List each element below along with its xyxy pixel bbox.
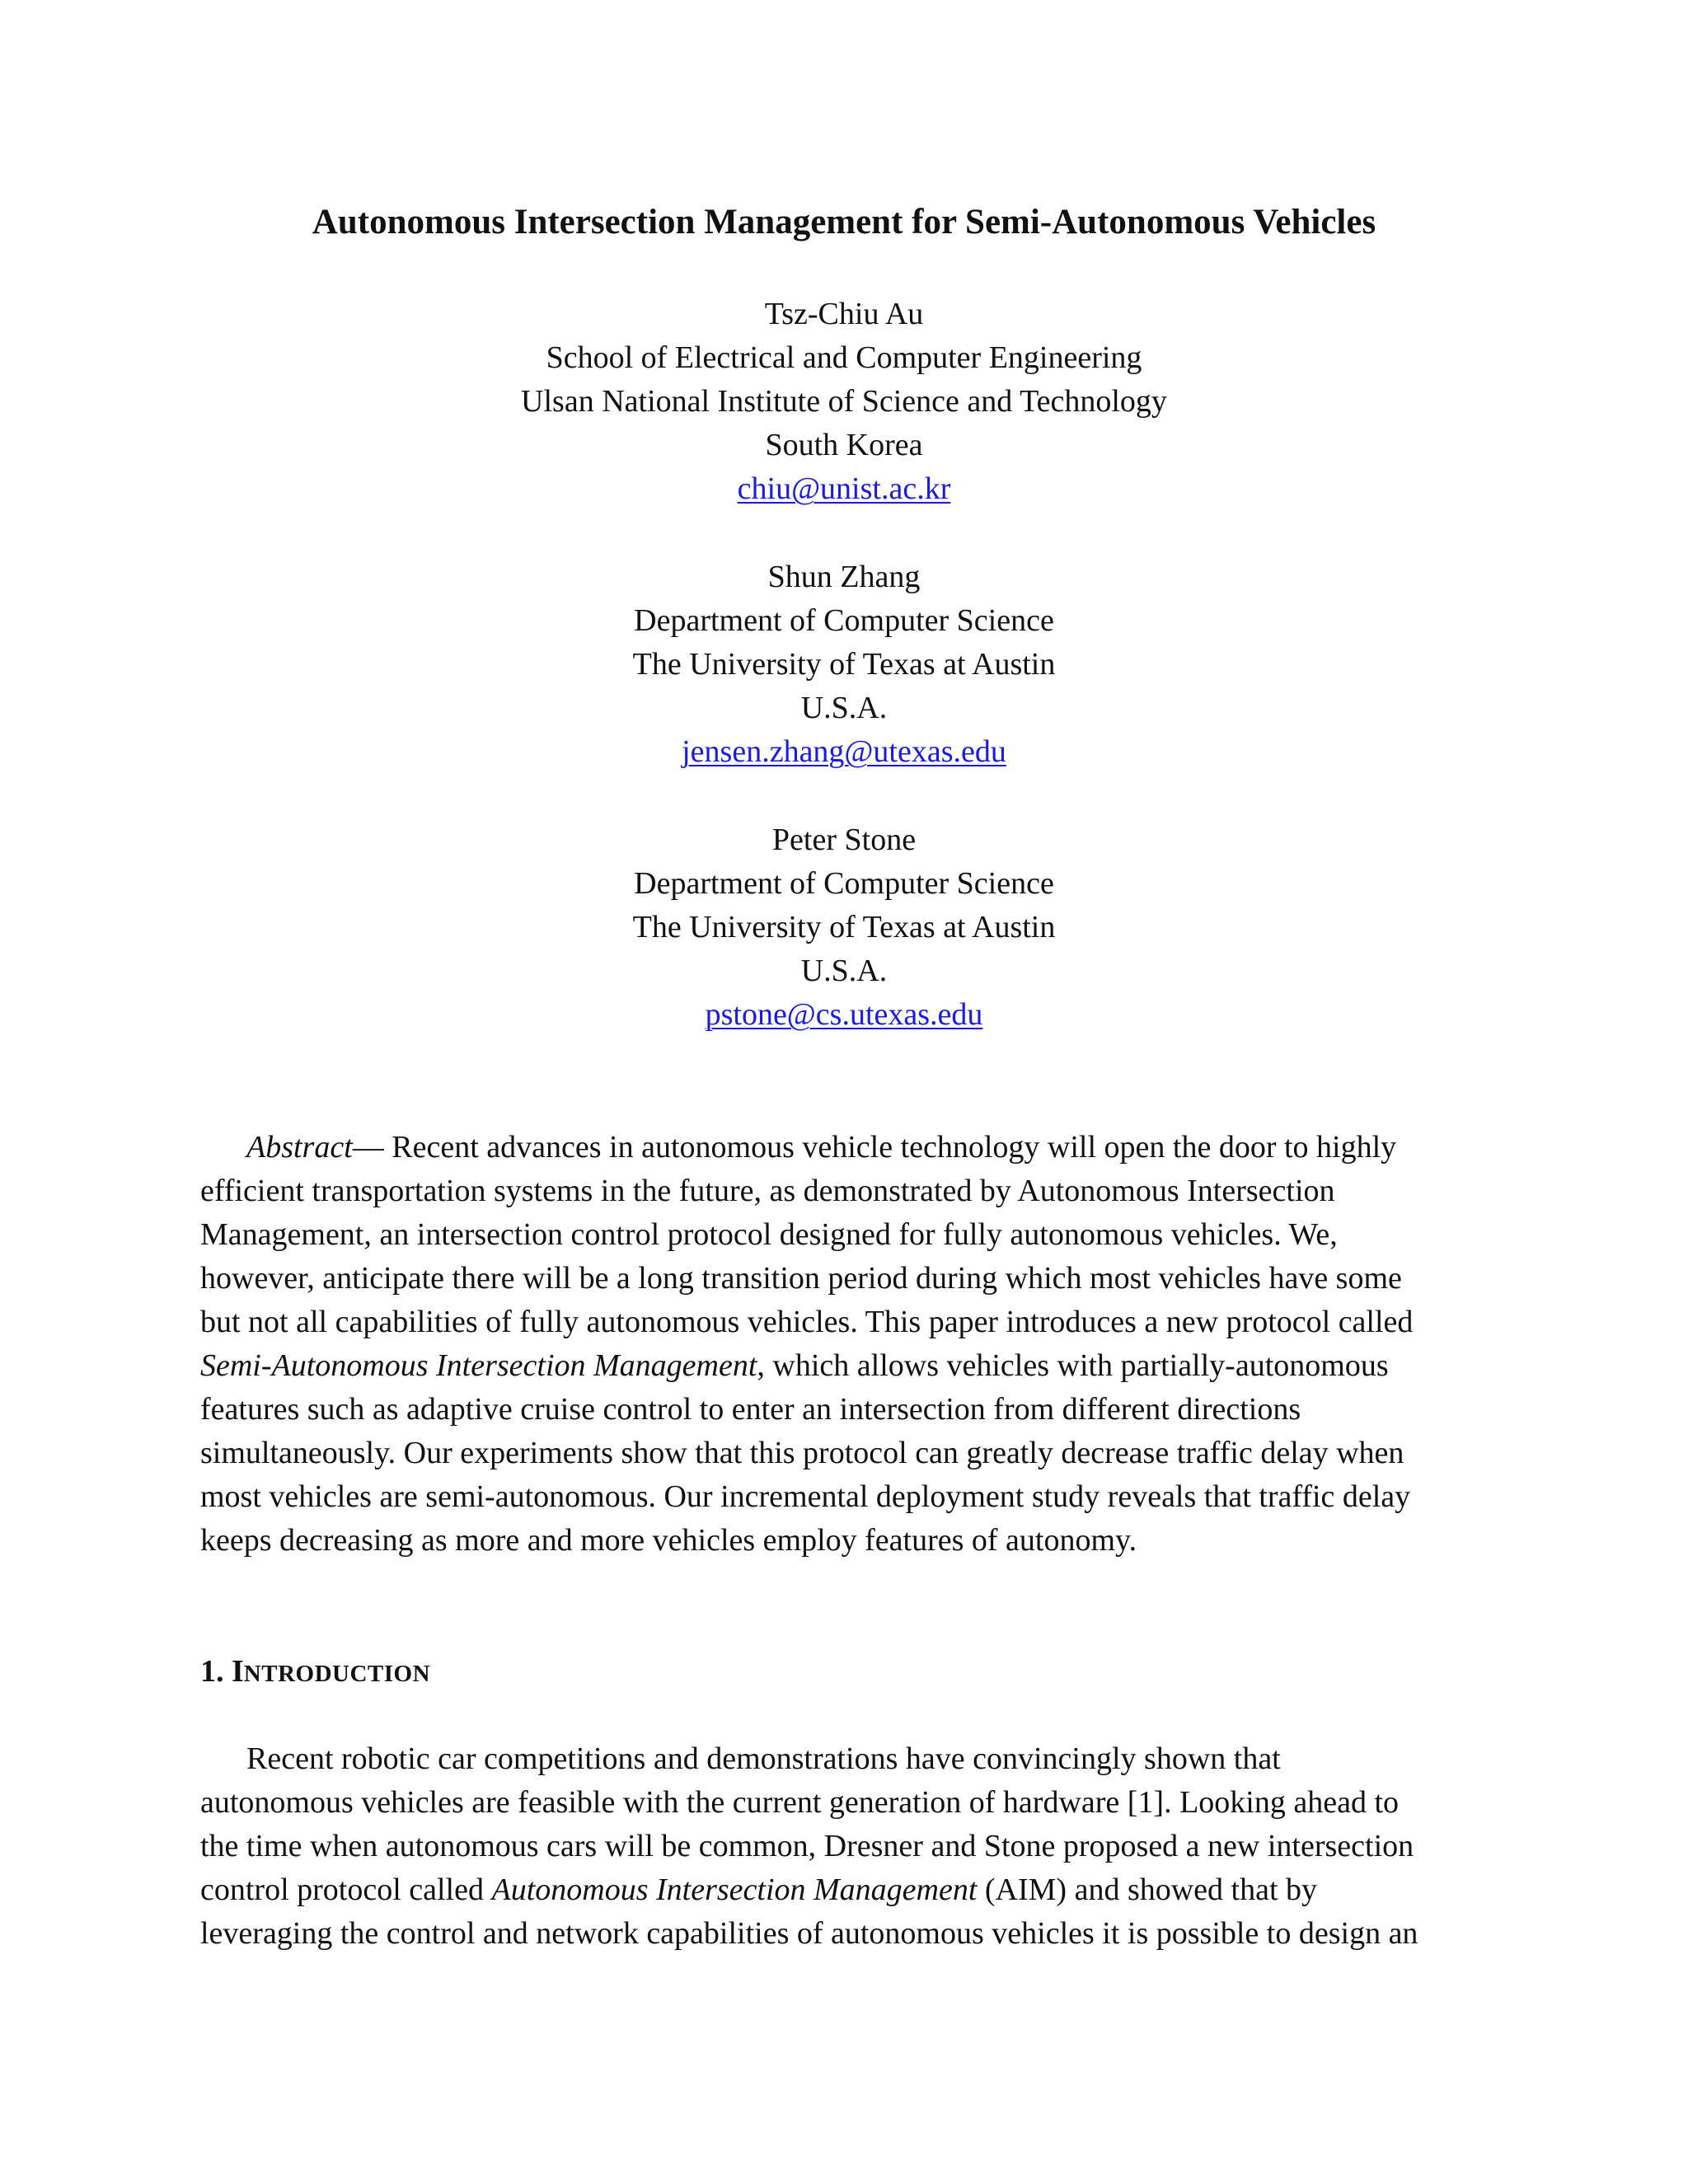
author-institution: The University of Texas at Austin [632,647,1056,682]
author-name: Peter Stone [771,823,917,857]
abstract-line: features such as adaptive cruise control to enter an intersection from different directions [200,1392,1301,1427]
author-name: Shun Zhang [767,560,921,594]
abstract-line [200,1344,1494,1388]
author-department: Department of Computer Science [634,866,1054,901]
body-line: leveraging the control and network capabilities of autonomous vehicles it is possible to design an [200,1916,1418,1951]
author-email-link[interactable]: chiu@unist.ac.kr [737,471,951,506]
body-emphasis: Autonomous Intersection Management [491,1872,978,1907]
body-line: Recent robotic car competitions and demonstrations have convincingly shown that [246,1741,1281,1776]
author-name: Tsz-Chiu Au [764,297,924,331]
abstract-line: however, anticipate there will be a long transition period during which most vehicles have some [200,1261,1402,1296]
author-block [0,818,1688,1037]
abstract-label: Abstract [246,1130,353,1165]
section-body [200,1737,1494,1956]
author-institution: The University of Texas at Austin [632,910,1056,944]
body-line: the time when autonomous cars will be common, Dresner and Stone proposed a new intersection [200,1829,1414,1863]
author-country: South Korea [765,428,923,462]
abstract-line: Management, an intersection control protocol designed for fully autonomous vehicles. We, [200,1217,1338,1252]
abstract-dash: — [352,1130,392,1165]
section-heading [200,1650,430,1696]
author-country: U.S.A. [800,954,888,988]
author-department: School of Electrical and Computer Engineering [546,340,1142,375]
abstract-line: but not all capabilities of fully autonomous vehicles. This paper introduces a new protocol called [200,1305,1414,1339]
abstract-line [200,1126,1494,1169]
abstract [200,1126,1494,1563]
author-block [0,293,1688,511]
abstract-emphasis: Semi-Autonomous Intersection Management [200,1348,757,1383]
author-email-link[interactable]: jensen.zhang@utexas.edu [682,734,1006,769]
section-number: 1. [200,1654,232,1689]
author-department: Department of Computer Science [634,603,1054,638]
author-country: U.S.A. [800,691,888,725]
paper-title: Autonomous Intersection Management for Semi-Autonomous Vehicles [312,203,1376,241]
section-heading-initial: I [232,1654,244,1689]
abstract-text: , which allows vehicles with partially-autonomous [757,1348,1389,1383]
body-line: autonomous vehicles are feasible with the current generation of hardware [1]. Looking ahead to [200,1785,1400,1820]
abstract-line: keeps decreasing as more and more vehicles employ features of autonomy. [200,1523,1137,1558]
abstract-line: simultaneously. Our experiments show that this protocol can greatly decrease traffic delay when [200,1436,1404,1470]
author-block [0,555,1688,774]
abstract-line: efficient transportation systems in the future, as demonstrated by Autonomous Intersection [200,1174,1335,1208]
section-heading-rest: NTRODUCTION [243,1661,431,1687]
author-email-link[interactable]: pstone@cs.utexas.edu [705,997,983,1032]
abstract-text: Recent advances in autonomous vehicle technology will open the door to highly [392,1130,1397,1165]
body-text: (AIM) and showed that by [977,1872,1318,1907]
author-institution: Ulsan National Institute of Science and Technology [521,384,1167,419]
body-line [200,1868,1494,1912]
body-text: control protocol called [200,1872,492,1907]
abstract-line: most vehicles are semi-autonomous. Our incremental deployment study reveals that traffic delay [200,1479,1411,1514]
